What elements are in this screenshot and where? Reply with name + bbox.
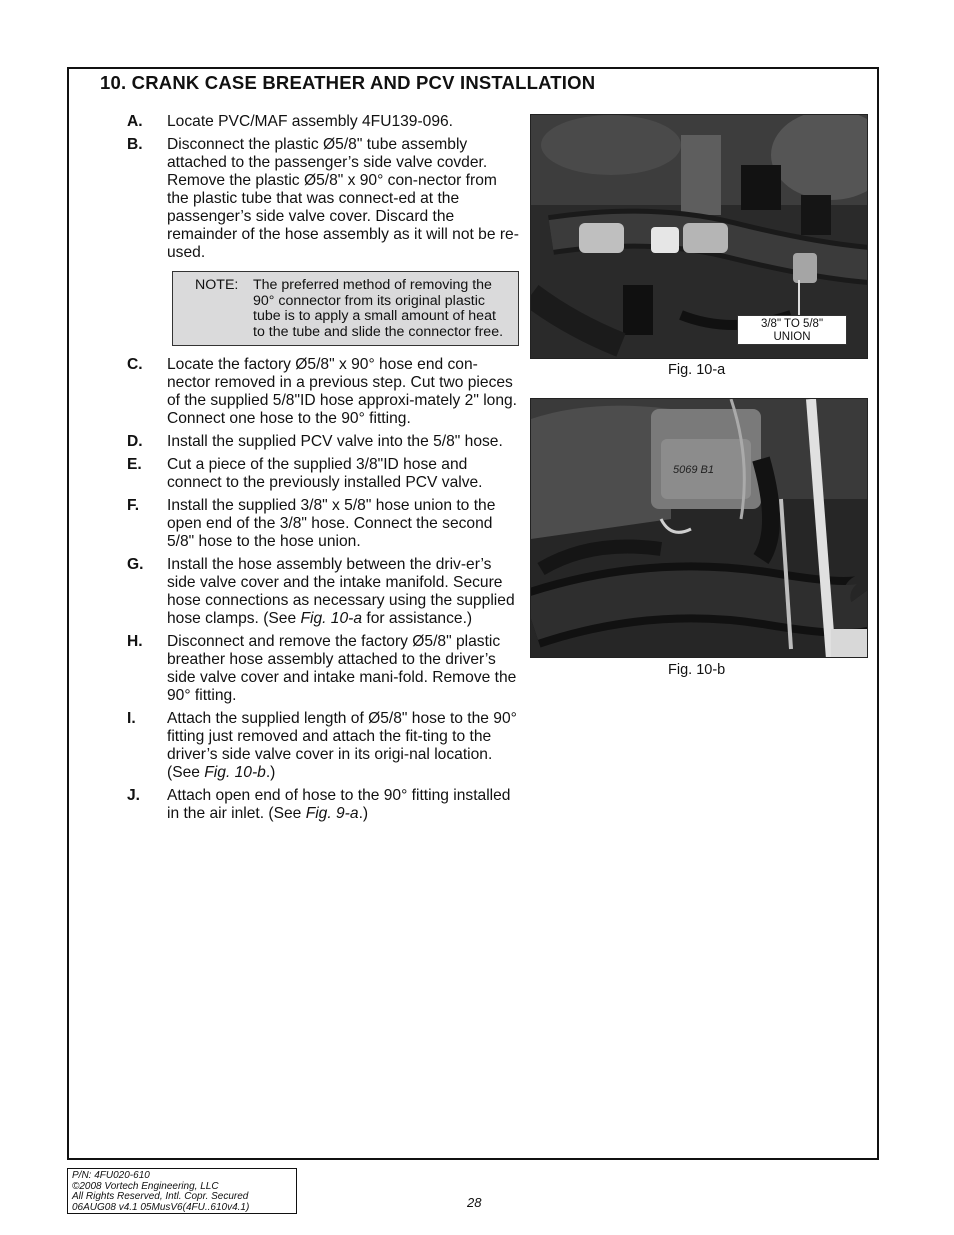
section-title: 10. CRANK CASE BREATHER AND PCV INSTALLATION [100, 72, 596, 93]
step-text: Locate the factory Ø5/8" x 90° hose end con-nector removed in a previous step. Cut two pieces of the supplied 5/8"ID hose approxi-mately 2" long. Connect one hose to the 90° fitting. [167, 356, 518, 427]
footer-version: 06AUG08 v4.1 05MusV6(4FU..610v4.1) [72, 1201, 250, 1213]
step-e [127, 456, 522, 492]
step-d [127, 433, 522, 451]
figure-reference: Fig. 10-b [204, 764, 266, 781]
step-h [127, 633, 522, 705]
footer-copyright: ©2008 Vortech Engineering, LLC [72, 1180, 219, 1192]
step-b [127, 136, 522, 262]
step-label: E. [127, 456, 142, 473]
figure-reference: Fig. 10-a [300, 610, 363, 627]
callout-line-1: 3/8" TO 5/8" [760, 318, 824, 330]
part-number-stamp: 5069 B1 [673, 464, 714, 476]
footer-rights: All Rights Reserved, Intl. Copr. Secured [72, 1191, 249, 1202]
step-text: Cut a piece of the supplied 3/8"ID hose and connect to the previously installed PCV valve. [167, 456, 483, 491]
step-text: Install the supplied PCV valve into the 5/8" hose. [167, 433, 503, 450]
step-label: H. [127, 633, 143, 650]
step-text [167, 556, 519, 628]
step-text-pre: Attach open end of hose to the 90° fitting installed in the air inlet. (See [167, 787, 511, 822]
step-text-post: for assistance.) [362, 610, 473, 627]
step-text: Disconnect the plastic Ø5/8" tube assembly attached to the passenger’s side valve covder. Remove the plastic Ø5/8" x 90° con-nector from the plastic tube that was connect-ed at the passenger’s side valve cover. Discard the remainder of the hose assembly as it will not be re-used. [167, 136, 519, 261]
footer-part-number: P/N: 4FU020-610 [72, 1170, 150, 1181]
step-text: Locate PVC/MAF assembly 4FU139-096. [167, 113, 454, 130]
step-text [167, 710, 519, 782]
step-label: D. [127, 433, 143, 450]
figure-10a-caption: Fig. 10-a [668, 362, 726, 378]
step-i [127, 710, 522, 782]
callout-line-2: UNION [773, 331, 811, 343]
step-label: F. [127, 497, 140, 514]
footer-info [67, 1168, 297, 1214]
step-text: Install the supplied 3/8" x 5/8" hose union to the open end of the 3/8" hose. Connect the second 5/8" hose to the hose union. [167, 497, 496, 550]
step-label: G. [127, 556, 144, 573]
step-label: C. [127, 356, 143, 373]
step-label: I. [127, 710, 136, 727]
step-label: A. [127, 113, 143, 130]
step-label: J. [127, 787, 141, 804]
step-text-post: .) [358, 805, 369, 822]
step-f [127, 497, 522, 551]
note-box [172, 271, 519, 346]
step-text-pre: Attach the supplied length of Ø5/8" hose to the 90° fitting just removed and attach the fit-ting to the driver’s side valve cover in its origi-nal location. (See [167, 710, 517, 781]
step-text-pre: Install the hose assembly between the driv-er’s side valve cover and the intake manifold. Secure hose connections as necessary using the supplied hose clamps. (See [167, 556, 515, 627]
step-g [127, 556, 522, 628]
figure-10b-photo [530, 398, 868, 658]
union-callout [737, 315, 847, 345]
step-text: Disconnect and remove the factory Ø5/8" plastic breather hose assembly attached to the driver’s side valve cover and intake mani-fold. Remove the 90° fitting. [167, 633, 517, 704]
step-label: B. [127, 136, 143, 153]
step-a [127, 113, 522, 131]
note-text: The preferred method of removing the 90° connector from its original plastic tube is to apply a small amount of heat to the tube and slide the connector free. [253, 277, 504, 340]
step-j [127, 787, 522, 823]
figure-10b-caption: Fig. 10-b [668, 662, 726, 678]
step-text [167, 787, 519, 823]
instruction-steps [127, 113, 522, 828]
figure-reference: Fig. 9-a [305, 805, 359, 822]
step-text-post: .) [265, 764, 276, 781]
note-label: NOTE: [195, 277, 239, 293]
step-c [127, 356, 522, 428]
page-number: 28 [467, 1195, 482, 1210]
